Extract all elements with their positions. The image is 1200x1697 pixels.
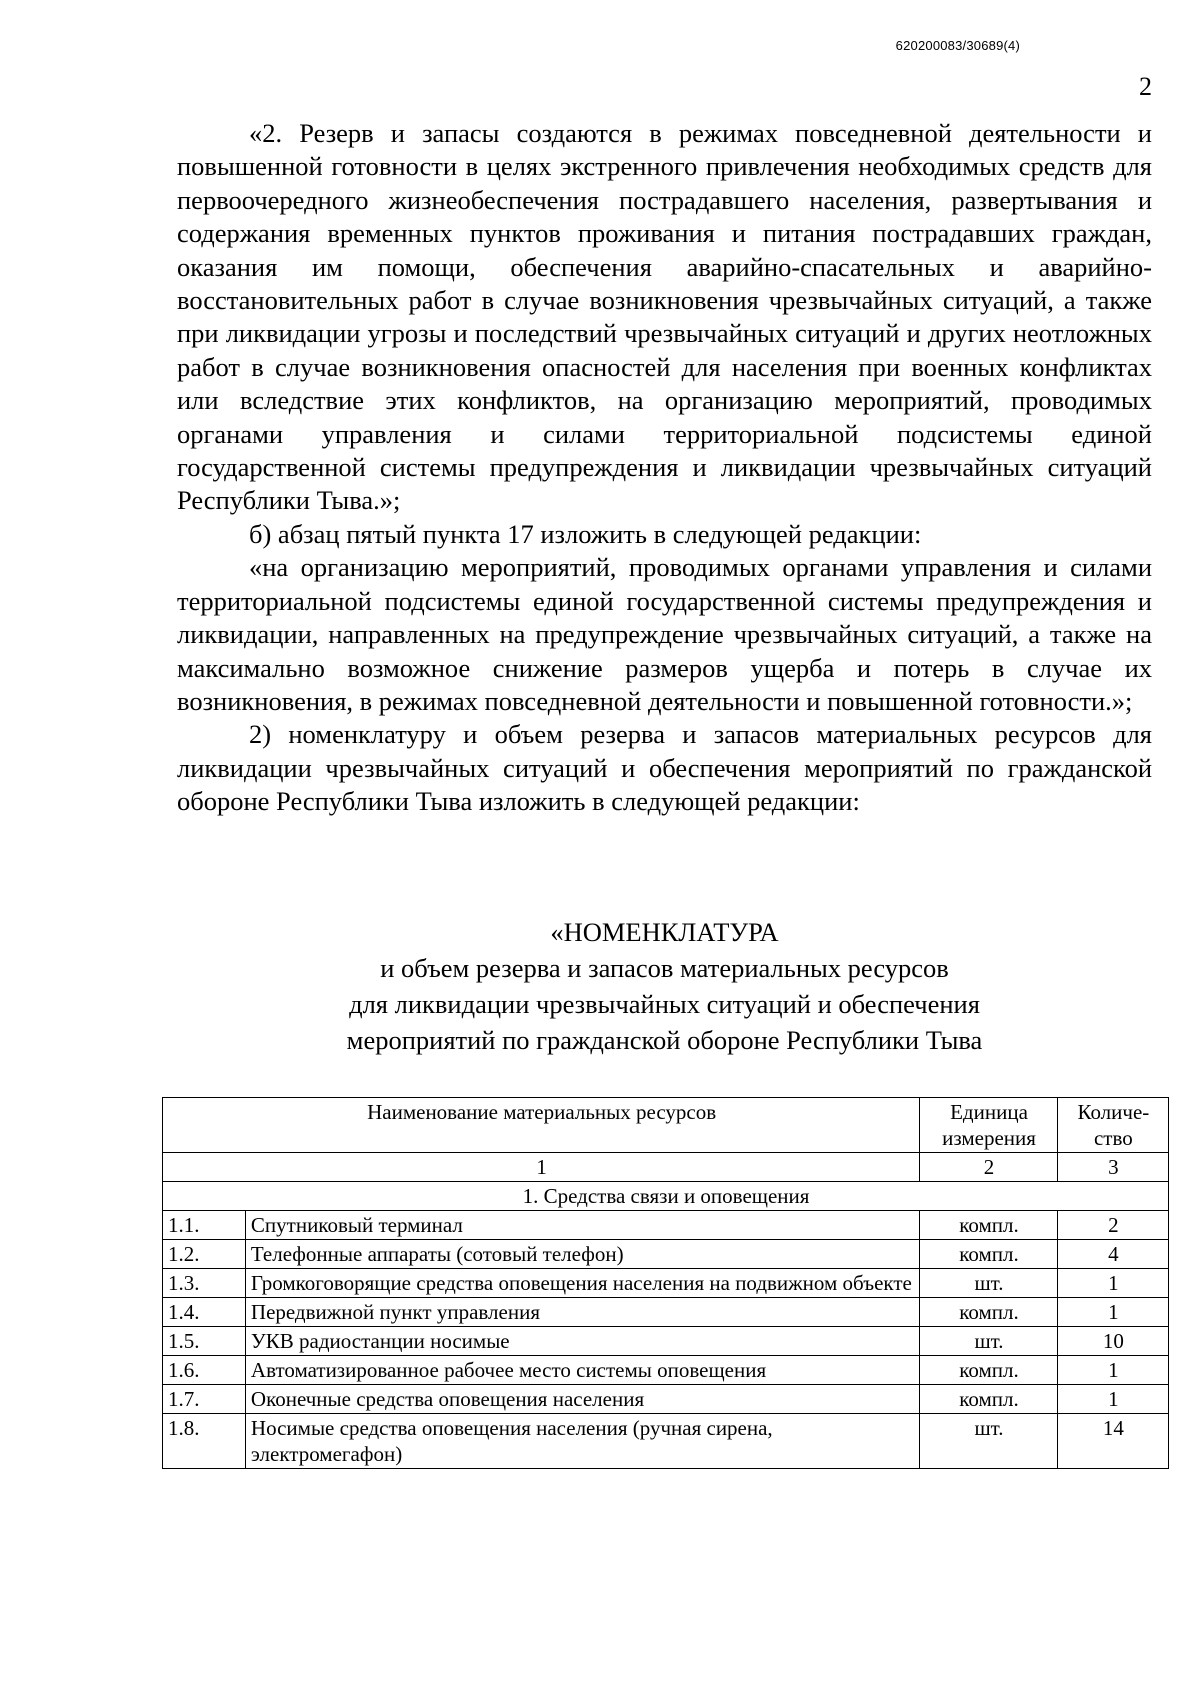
row-number: 1.3.: [163, 1269, 246, 1298]
row-quantity: 1: [1057, 1298, 1168, 1327]
row-number: 1.2.: [163, 1240, 246, 1269]
section-title: 1. Средства связи и оповещения: [163, 1182, 1169, 1211]
paragraph-subitem-b: б) абзац пятый пункта 17 изложить в следующей редакции:: [249, 518, 922, 549]
row-unit: шт.: [920, 1327, 1058, 1356]
table-header-row: [163, 1098, 1169, 1153]
row-name: Передвижной пункт управления: [245, 1298, 919, 1327]
header-quantity: Количе-ство: [1057, 1098, 1168, 1153]
row-number: 1.6.: [163, 1356, 246, 1385]
column-number-3: 3: [1057, 1153, 1168, 1182]
title-line-1: «НОМЕНКЛАТУРА: [550, 917, 779, 947]
row-name: Телефонные аппараты (сотовый телефон): [245, 1240, 919, 1269]
row-quantity: 10: [1057, 1327, 1168, 1356]
column-number-1: 1: [163, 1153, 920, 1182]
table-row: [163, 1356, 1169, 1385]
title-line-3: для ликвидации чрезвычайных ситуаций и обеспечения: [349, 989, 980, 1019]
title-line-4: мероприятий по гражданской обороне Республики Тыва: [346, 1025, 983, 1055]
row-name: Спутниковый терминал: [245, 1211, 919, 1240]
row-unit: компл.: [920, 1385, 1058, 1414]
row-number: 1.8.: [163, 1414, 246, 1469]
row-unit: компл.: [920, 1356, 1058, 1385]
table-row: [163, 1240, 1169, 1269]
row-name: Автоматизированное рабочее место системы оповещения: [245, 1356, 919, 1385]
table-row: [163, 1327, 1169, 1356]
row-quantity: 1: [1057, 1269, 1168, 1298]
row-number: 1.7.: [163, 1385, 246, 1414]
paragraph-item-2-nomenclature: 2) номенклатуру и объем резерва и запасов материальных ресурсов для ликвидации чрезвычайных ситуаций и обеспечения мероприятий по гражданской обороне Республики Тыва изложить в следующей редакции:: [177, 719, 1152, 817]
row-unit: компл.: [920, 1211, 1058, 1240]
table-row: [163, 1269, 1169, 1298]
document-id: 620200083/30689(4): [895, 38, 1020, 53]
paragraph-quoted-text: «на организацию мероприятий, проводимых органами управления и силами территориальной подсистемы единой государственной системы предупреждения и ликвидации, направленных на предупреждение чрезвычайных ситуаций, а также на максимально возможное снижение размеров ущерба и потерь в случае их возникновения, в режимах повседневной деятельности и повышенной готовности.»;: [177, 552, 1152, 716]
column-number-2: 2: [920, 1153, 1058, 1182]
row-name: УКВ радиостанции носимые: [245, 1327, 919, 1356]
row-quantity: 2: [1057, 1211, 1168, 1240]
row-quantity: 4: [1057, 1240, 1168, 1269]
row-unit: шт.: [920, 1414, 1058, 1469]
row-number: 1.1.: [163, 1211, 246, 1240]
table-row: [163, 1298, 1169, 1327]
nomenclature-title: [177, 914, 1152, 1058]
nomenclature-table: [162, 1097, 1169, 1469]
table-row: [163, 1211, 1169, 1240]
table-row: [163, 1385, 1169, 1414]
title-line-2: и объем резерва и запасов материальных ресурсов: [380, 953, 949, 983]
body-text: [177, 117, 1152, 819]
row-unit: компл.: [920, 1240, 1058, 1269]
row-name: Носимые средства оповещения населения (ручная сирена, электромегафон): [245, 1414, 919, 1469]
row-name: Оконечные средства оповещения населения: [245, 1385, 919, 1414]
row-quantity: 14: [1057, 1414, 1168, 1469]
row-unit: шт.: [920, 1269, 1058, 1298]
header-unit: Единица измерения: [920, 1098, 1058, 1153]
table-column-numbers-row: [163, 1153, 1169, 1182]
row-number: 1.4.: [163, 1298, 246, 1327]
row-unit: компл.: [920, 1298, 1058, 1327]
header-name: Наименование материальных ресурсов: [163, 1098, 920, 1153]
row-name: Громкоговорящие средства оповещения населения на подвижном объекте: [245, 1269, 919, 1298]
row-quantity: 1: [1057, 1356, 1168, 1385]
page-number: 2: [1139, 72, 1152, 101]
paragraph-item-2: «2. Резерв и запасы создаются в режимах повседневной деятельности и повышенной готовности в целях экстренного привлечения необходимых средств для первоочередного жизнеобеспечения пострадавшего населения, развертывания и содержания временных пунктов проживания и питания пострадавших граждан, оказания им помощи, обеспечения аварийно-спасательных и аварийно-восстановительных работ в случае возникновения чрезвычайных ситуаций, а также при ликвидации угрозы и последствий чрезвычайных ситуаций и других неотложных работ в случае возникновения опасностей для населения при военных конфликтах или вследствие этих конфликтов, на организацию мероприятий, проводимых органами управления и силами территориальной подсистемы единой государственной системы предупреждения и ликвидации чрезвычайных ситуаций Республики Тыва.»;: [177, 118, 1152, 516]
row-number: 1.5.: [163, 1327, 246, 1356]
table-row: [163, 1414, 1169, 1469]
table-section-row: [163, 1182, 1169, 1211]
row-quantity: 1: [1057, 1385, 1168, 1414]
